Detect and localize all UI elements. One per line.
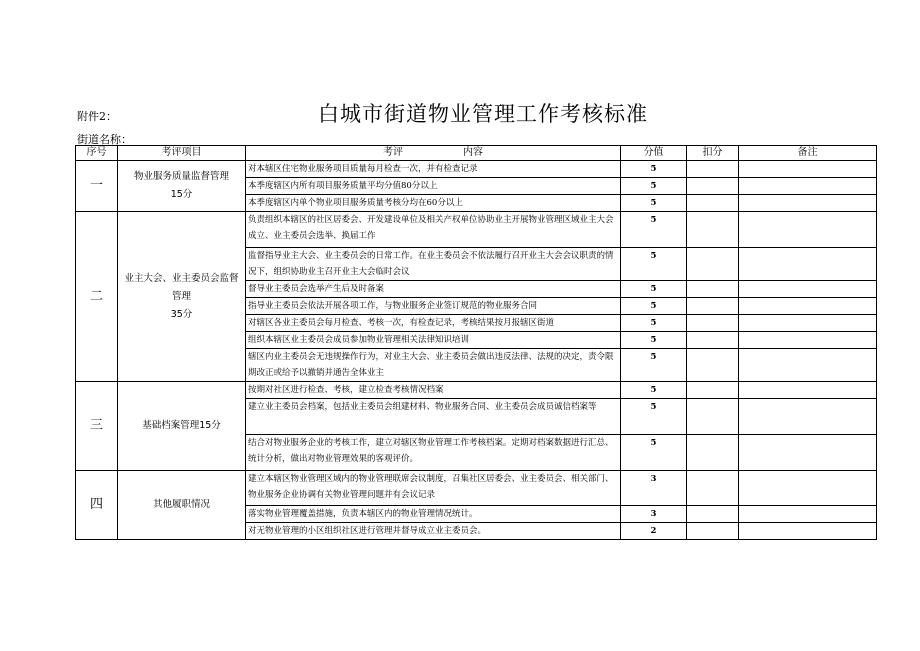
section-seq: 四 <box>76 471 118 540</box>
deduct-cell[interactable] <box>687 248 739 281</box>
deduct-cell[interactable] <box>687 435 739 471</box>
remark-cell[interactable] <box>739 281 877 298</box>
section-seq: 一 <box>76 161 118 212</box>
col-score: 分值 <box>621 146 687 161</box>
criterion-content: 负责组织本辖区的社区居委会、开发建设单位及相关产权单位协助业主开展物业管理区域业主大会成立、业主委员会选举、换届工作 <box>246 212 621 248</box>
table-row <box>76 471 877 506</box>
deduct-cell[interactable] <box>687 161 739 178</box>
table-row <box>76 161 877 178</box>
remark-cell[interactable] <box>739 248 877 281</box>
criterion-content: 本季度辖区内单个物业项目服务质量考核分均在60分以上 <box>246 195 621 212</box>
section-item-line1: 基础档案管理15分 <box>142 420 221 431</box>
deduct-cell[interactable] <box>687 382 739 399</box>
criterion-score: 5 <box>621 212 687 248</box>
criterion-content: 指导业主委员会依法开展各项工作，与物业服务企业签订规范的物业服务合同 <box>246 298 621 315</box>
section-item <box>118 161 246 212</box>
criterion-content: 建立本辖区物业管理区域内的物业管理联席会议制度，召集社区居委会、业主委员会、相关部门、物业服务企业协调有关物业管理问题并有会议记录 <box>246 471 621 506</box>
criterion-score: 3 <box>621 506 687 523</box>
criterion-content: 对无物业管理的小区组织社区进行管理并督导成立业主委员会。 <box>246 523 621 540</box>
criterion-content: 建立业主委员会档案，包括业主委员会组建材料、物业服务合同、业主委员会成员诚信档案等 <box>246 399 621 435</box>
remark-cell[interactable] <box>739 382 877 399</box>
criterion-score: 5 <box>621 435 687 471</box>
deduct-cell[interactable] <box>687 332 739 349</box>
remark-cell[interactable] <box>739 212 877 248</box>
assessment-table <box>75 145 877 540</box>
deduct-cell[interactable] <box>687 178 739 195</box>
section-item <box>118 471 246 540</box>
section-item <box>118 212 246 382</box>
criterion-score: 5 <box>621 399 687 435</box>
col-seq: 序号 <box>76 146 118 161</box>
deduct-cell[interactable] <box>687 349 739 382</box>
section-item-line1: 其他履职情况 <box>152 499 210 510</box>
deduct-cell[interactable] <box>687 315 739 332</box>
section-item-line1: 业主大会、业主委员会监督管理 <box>124 272 239 302</box>
section-item-line2: 15分 <box>170 189 193 200</box>
section-item-line1: 物业服务质量监督管理 <box>133 171 229 182</box>
table-row <box>76 212 877 248</box>
criterion-score: 5 <box>621 315 687 332</box>
remark-cell[interactable] <box>739 315 877 332</box>
criterion-content: 督导业主委员会选举产生后及时备案 <box>246 281 621 298</box>
criterion-score: 5 <box>621 161 687 178</box>
criterion-content: 监督指导业主大会、业主委员会的日常工作。在业主委员会不依法履行召开业主大会会议职责的情况下，组织协助业主召开业主大会临时会议 <box>246 248 621 281</box>
criterion-content: 对本辖区住宅物业服务项目质量每月检查一次，并有检查记录 <box>246 161 621 178</box>
criterion-score: 5 <box>621 195 687 212</box>
criterion-content: 结合对物业服务企业的考核工作，建立对辖区物业管理工作考核档案。定期对档案数据进行汇总、统计分析，做出对物业管理效果的客观评价。 <box>246 435 621 471</box>
deduct-cell[interactable] <box>687 212 739 248</box>
deduct-cell[interactable] <box>687 471 739 506</box>
section-seq: 三 <box>76 382 118 471</box>
criterion-score: 5 <box>621 332 687 349</box>
remark-cell[interactable] <box>739 435 877 471</box>
col-deduct: 扣分 <box>687 146 739 161</box>
criterion-score: 5 <box>621 281 687 298</box>
criterion-content: 落实物业管理覆盖措施，负责本辖区内的物业管理情况统计。 <box>246 506 621 523</box>
remark-cell[interactable] <box>739 399 877 435</box>
col-item: 考评项目 <box>118 146 246 161</box>
table-row <box>76 382 877 399</box>
street-name-label: 街道名称： <box>77 133 132 146</box>
section-item-line2: 35分 <box>170 308 193 320</box>
deduct-cell[interactable] <box>687 195 739 212</box>
section-seq: 二 <box>76 212 118 382</box>
criterion-score: 5 <box>621 382 687 399</box>
deduct-cell[interactable] <box>687 399 739 435</box>
criterion-content: 对辖区各业主委员会每月检查、考核一次，有检查记录，考核结果按月报辖区街道 <box>246 315 621 332</box>
criterion-score: 5 <box>621 298 687 315</box>
remark-cell[interactable] <box>739 471 877 506</box>
criterion-score: 5 <box>621 349 687 382</box>
deduct-cell[interactable] <box>687 523 739 540</box>
remark-cell[interactable] <box>739 178 877 195</box>
criterion-score: 5 <box>621 178 687 195</box>
remark-cell[interactable] <box>739 349 877 382</box>
col-content: 考评 内容 <box>246 146 621 161</box>
criterion-content: 按期对社区进行检查、考核，建立检查考核情况档案 <box>246 382 621 399</box>
criterion-content: 本季度辖区内所有项目服务质量平均分值80分以上 <box>246 178 621 195</box>
page-title: 白城市街道物业管理工作考核标准 <box>318 102 648 126</box>
deduct-cell[interactable] <box>687 281 739 298</box>
section-item <box>118 382 246 471</box>
criterion-content: 辖区内业主委员会无违规操作行为，对业主大会、业主委员会做出违反法律、法规的决定，责令限期改正或给予以撤销并通告全体业主 <box>246 349 621 382</box>
criterion-content: 组织本辖区业主委员会成员参加物业管理相关法律知识培训 <box>246 332 621 349</box>
remark-cell[interactable] <box>739 332 877 349</box>
remark-cell[interactable] <box>739 298 877 315</box>
table-header-row <box>76 146 877 161</box>
criterion-score: 3 <box>621 471 687 506</box>
criterion-score: 5 <box>621 248 687 281</box>
remark-cell[interactable] <box>739 506 877 523</box>
remark-cell[interactable] <box>739 523 877 540</box>
remark-cell[interactable] <box>739 195 877 212</box>
attachment-label: 附件2： <box>77 110 117 123</box>
col-remark: 备注 <box>739 146 877 161</box>
deduct-cell[interactable] <box>687 298 739 315</box>
criterion-score: 2 <box>621 523 687 540</box>
deduct-cell[interactable] <box>687 506 739 523</box>
remark-cell[interactable] <box>739 161 877 178</box>
